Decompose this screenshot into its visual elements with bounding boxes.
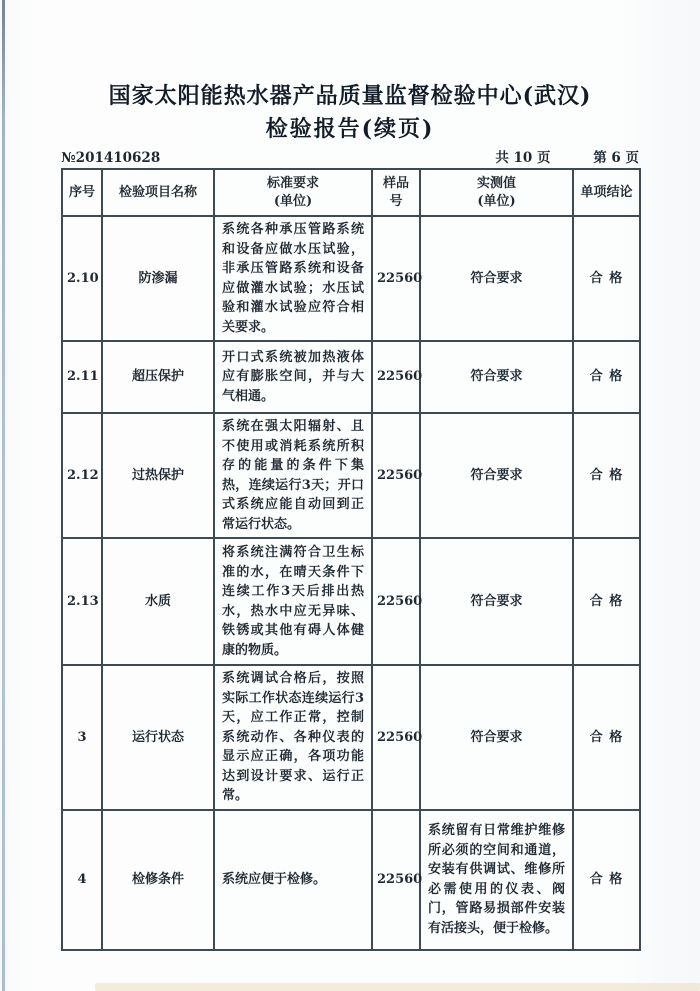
col-header-requirement: 标准要求 (单位) xyxy=(214,169,372,216)
sample-number-cell: 22560 xyxy=(372,341,420,413)
col-header-index: 序号 xyxy=(62,169,102,216)
page-indicator xyxy=(495,146,639,166)
meta-row xyxy=(61,150,639,166)
sample-number-cell: 22560 xyxy=(372,538,420,665)
report-number: №201410628 xyxy=(61,150,161,166)
col-header-measured: 实测值 (单位) xyxy=(420,169,573,216)
inspection-table xyxy=(61,168,641,951)
standard-requirement-cell: 开口式系统被加热液体应有膨胀空间，并与大气相通。 xyxy=(214,341,372,413)
item-name-cell: 水质 xyxy=(102,538,214,665)
center-title: 国家太阳能热水器产品质量监督检验中心(武汉) xyxy=(108,83,592,109)
item-name-cell: 过热保护 xyxy=(102,413,214,538)
conclusion-cell: 合 格 xyxy=(573,216,640,341)
sample-number-cell: 22560 xyxy=(372,413,420,538)
table-header-row xyxy=(62,169,640,216)
scan-bottom-artifact xyxy=(95,983,700,991)
measured-value-cell: 符合要求 xyxy=(420,665,573,810)
table-row xyxy=(62,413,640,538)
row-index-cell: 2.10 xyxy=(62,216,102,341)
item-name-cell: 超压保护 xyxy=(102,341,214,413)
current-page: 第 6 页 xyxy=(593,150,639,166)
conclusion-cell: 合 格 xyxy=(573,538,640,665)
standard-requirement-cell: 系统各种承压管路系统和设备应做水压试验，非承压管路系统和设备应做灌水试验；水压试验和灌水试验应符合相关要求。 xyxy=(214,216,372,341)
standard-requirement-cell: 系统应便于检修。 xyxy=(214,810,372,950)
measured-value-cell: 符合要求 xyxy=(420,341,573,413)
item-name-cell: 运行状态 xyxy=(102,665,214,810)
conclusion-cell: 合 格 xyxy=(573,810,640,950)
standard-requirement-cell: 将系统注满符合卫生标准的水，在晴天条件下连续工作3天后排出热水，热水中应无异味、铁锈或其他有碍人体健康的物质。 xyxy=(214,538,372,665)
conclusion-cell: 合 格 xyxy=(573,341,640,413)
row-index-cell: 2.12 xyxy=(62,413,102,538)
report-page xyxy=(61,0,639,951)
row-index-cell: 2.13 xyxy=(62,538,102,665)
table-row xyxy=(62,665,640,810)
table-row xyxy=(62,538,640,665)
col-header-conclusion: 单项结论 xyxy=(573,169,640,216)
table-row xyxy=(62,810,640,950)
row-index-cell: 3 xyxy=(62,665,102,810)
row-index-cell: 2.11 xyxy=(62,341,102,413)
table-row xyxy=(62,341,640,413)
table-body xyxy=(62,216,640,950)
row-index-cell: 4 xyxy=(62,810,102,950)
total-pages: 共 10 页 xyxy=(495,150,551,166)
standard-requirement-cell: 系统在强太阳辐射、且不使用或消耗系统所积存的能量的条件下集热，连续运行3天；开口式系统应能自动回到正常运行状态。 xyxy=(214,413,372,538)
conclusion-cell: 合 格 xyxy=(573,413,640,538)
conclusion-cell: 合 格 xyxy=(573,665,640,810)
item-name-cell: 防渗漏 xyxy=(102,216,214,341)
col-header-sample-no: 样品号 xyxy=(372,169,420,216)
report-title: 检验报告(续页) xyxy=(265,116,435,142)
sample-number-cell: 22560 xyxy=(372,216,420,341)
measured-value-cell: 符合要求 xyxy=(420,216,573,341)
sample-number-cell: 22560 xyxy=(372,665,420,810)
measured-value-cell: 系统留有日常维护维修所必须的空间和通道，安装有供调试、维修所必需使用的仪表、阀门，管路易损部件安装有活接头，便于检修。 xyxy=(420,810,573,950)
item-name-cell: 检修条件 xyxy=(102,810,214,950)
table-row xyxy=(62,216,640,341)
col-header-item-name: 检验项目名称 xyxy=(102,169,214,216)
measured-value-cell: 符合要求 xyxy=(420,413,573,538)
sample-number-cell: 22560 xyxy=(372,810,420,950)
scan-edge-line xyxy=(2,0,5,991)
standard-requirement-cell: 系统调试合格后，按照实际工作状态连续运行3天，应工作正常，控制系统动作、各种仪表的显示应正确，各项功能达到设计要求、运行正常。 xyxy=(214,665,372,810)
measured-value-cell: 符合要求 xyxy=(420,538,573,665)
